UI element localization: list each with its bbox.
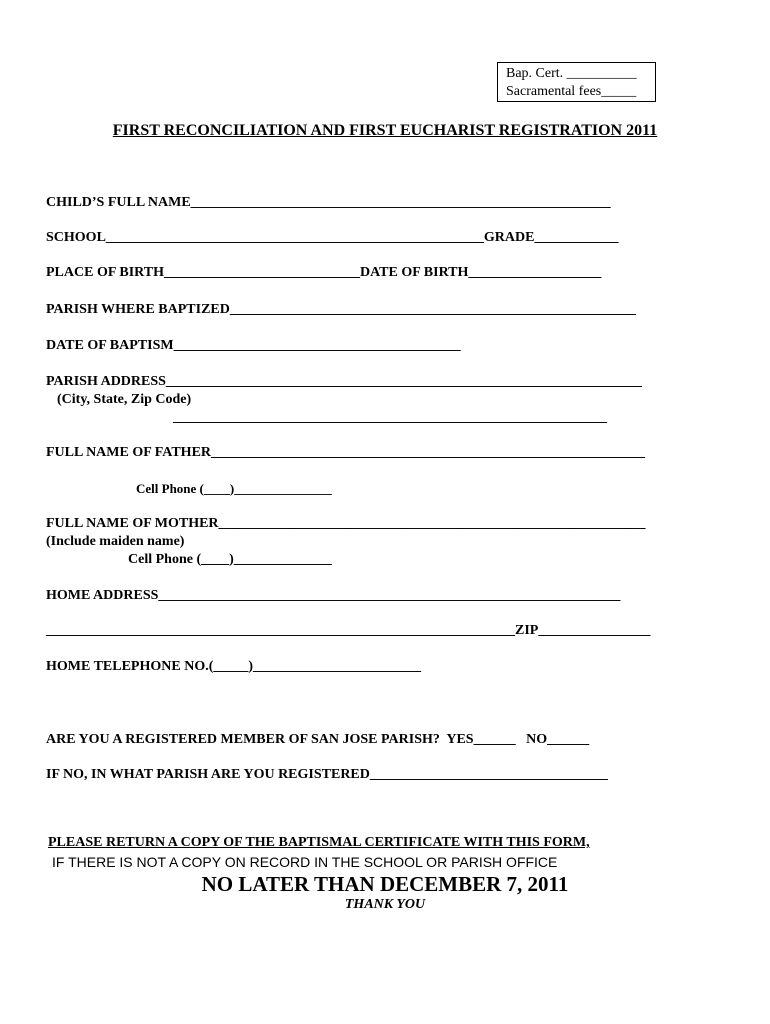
mother-cell-phone-field[interactable]: Cell Phone (____)______________: [128, 552, 332, 567]
parish-address-field[interactable]: PARISH ADDRESS____________________________________________________________________: [46, 374, 642, 389]
office-use-box: [497, 62, 656, 102]
deadline-notice: NO LATER THAN DECEMBER 7, 2011: [201, 872, 569, 896]
birth-place-date-field[interactable]: PLACE OF BIRTH____________________________DATE OF BIRTH___________________: [46, 265, 602, 280]
home-address-zip-field[interactable]: ___________________________________________________________________ZIP________________: [46, 623, 651, 638]
home-address-field[interactable]: HOME ADDRESS__________________________________________________________________: [46, 588, 621, 603]
parish-where-baptized-field[interactable]: PARISH WHERE BAPTIZED__________________________________________________________: [46, 302, 636, 317]
father-cell-phone-field[interactable]: Cell Phone (____)_______________: [136, 481, 332, 496]
parish-address-line2[interactable]: ______________________________________________________________: [173, 410, 607, 425]
school-grade-field[interactable]: SCHOOL______________________________________________________GRADE____________: [46, 230, 619, 245]
sacramental-fees-label: Sacramental fees_____: [506, 84, 637, 99]
parish-address-hint: (City, State, Zip Code): [57, 392, 192, 407]
childs-full-name-field[interactable]: CHILD’S FULL NAME____________________________________________________________: [46, 195, 611, 210]
date-of-baptism-field[interactable]: DATE OF BAPTISM_________________________________________: [46, 338, 461, 353]
registered-parish-field[interactable]: IF NO, IN WHAT PARISH ARE YOU REGISTERED__________________________________: [46, 767, 608, 782]
form-title: FIRST RECONCILIATION AND FIRST EUCHARIST REGISTRATION 2011: [112, 122, 658, 139]
bap-cert-label: Bap. Cert. __________: [506, 66, 637, 81]
home-telephone-field[interactable]: HOME TELEPHONE NO.(_____)________________________: [46, 659, 422, 674]
mother-name-field[interactable]: FULL NAME OF MOTHER_____________________________________________________________: [46, 516, 646, 531]
mother-maiden-hint: (Include maiden name): [46, 534, 185, 549]
thank-you-text: THANK YOU: [344, 897, 426, 912]
return-certificate-note: PLEASE RETURN A COPY OF THE BAPTISMAL CERTIFICATE WITH THIS FORM,: [48, 835, 590, 850]
father-name-field[interactable]: FULL NAME OF FATHER______________________________________________________________: [46, 445, 646, 460]
office-record-note: IF THERE IS NOT A COPY ON RECORD IN THE SCHOOL OR PARISH OFFICE: [52, 854, 558, 870]
registered-member-question[interactable]: ARE YOU A REGISTERED MEMBER OF SAN JOSE PARISH? YES______ NO______: [46, 732, 590, 747]
